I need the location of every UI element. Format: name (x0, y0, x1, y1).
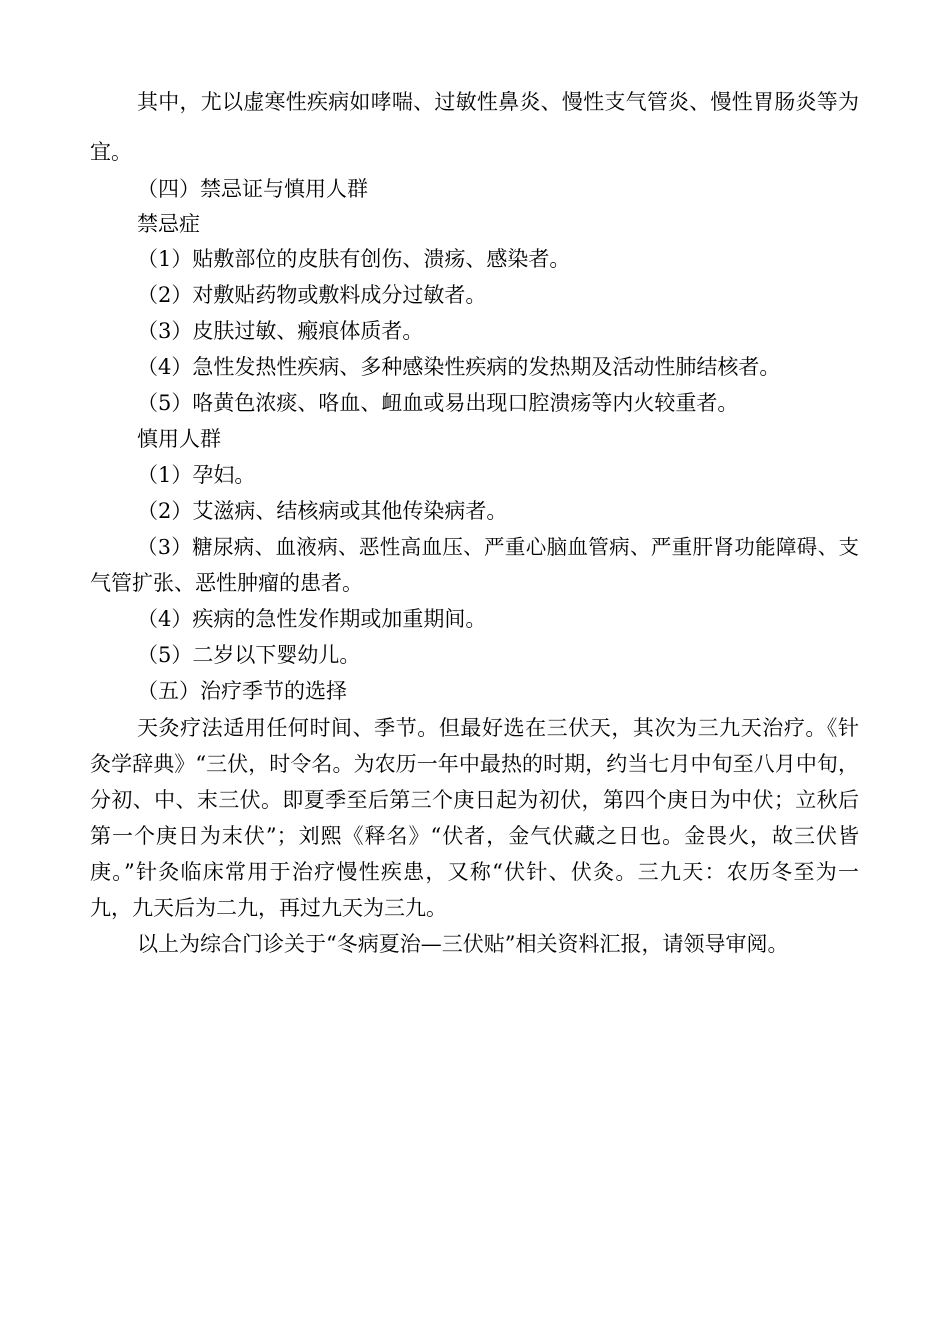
list-item: （2）艾滋病、结核病或其他传染病者。 (137, 499, 508, 523)
list-item: （3）糖尿病、血液病、恶性高血压、严重心脑血管病、严重肝肾功能障碍、支 (137, 535, 859, 559)
subheading: 慎用人群 (137, 427, 221, 451)
paragraph-line: 宜。 (90, 140, 132, 164)
paragraph-line: 灸学辞典》“三伏，时令名。为农历一年中最热的时期，约当七月中旬至八月中旬， (90, 752, 859, 776)
paragraph-line: 分初、中、末三伏。即夏季至后第三个庚日起为初伏，第四个庚日为中伏；立秋后 (90, 788, 859, 812)
section-heading: （四）禁忌证与慎用人群 (137, 177, 368, 201)
paragraph-line: 其中，尤以虚寒性疾病如哮喘、过敏性鼻炎、慢性支气管炎、慢性胃肠炎等为 (137, 90, 859, 114)
list-item-continued: 气管扩张、恶性肿瘤的患者。 (90, 571, 363, 595)
paragraph-line: 庚。”针灸临床常用于治疗慢性疾患，又称“伏针、伏灸。三九天：农历冬至为一 (90, 860, 859, 884)
list-item: （1）贴敷部位的皮肤有创伤、溃疡、感染者。 (137, 247, 571, 271)
list-item: （4）急性发热性疾病、多种感染性疾病的发热期及活动性肺结核者。 (137, 355, 781, 379)
paragraph-line: 天灸疗法适用任何时间、季节。但最好选在三伏天，其次为三九天治疗。《针 (137, 716, 859, 740)
list-item: （4）疾病的急性发作期或加重期间。 (137, 607, 487, 631)
list-item: （3）皮肤过敏、瘢痕体质者。 (137, 319, 424, 343)
list-item: （2）对敷贴药物或敷料成分过敏者。 (137, 283, 487, 307)
paragraph-line: 第一个庚日为末伏”；刘熙《释名》“伏者，金气伏藏之日也。金畏火，故三伏皆 (90, 824, 859, 848)
list-item: （5）二岁以下婴幼儿。 (137, 643, 361, 667)
paragraph-line: 九，九天后为二九，再过九天为三九。 (90, 896, 447, 920)
closing-paragraph: 以上为综合门诊关于“冬病夏治—三伏贴”相关资料汇报，请领导审阅。 (137, 932, 789, 956)
subheading: 禁忌症 (137, 212, 200, 236)
section-heading: （五）治疗季节的选择 (137, 679, 347, 703)
list-item: （1）孕妇。 (137, 463, 256, 487)
list-item: （5）咯黄色浓痰、咯血、衄血或易出现口腔溃疡等内火较重者。 (137, 391, 739, 415)
